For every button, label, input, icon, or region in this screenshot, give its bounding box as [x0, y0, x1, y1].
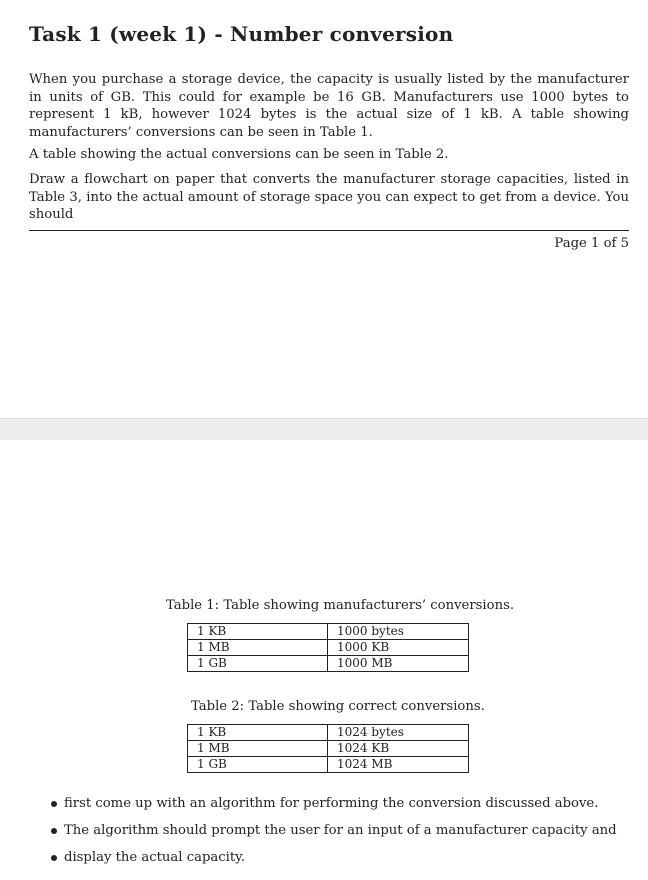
- page-title: Task 1 (week 1) - Number conversion: [29, 22, 454, 46]
- table-cell: 1000 KB: [328, 640, 469, 656]
- table-cell: 1 KB: [188, 725, 328, 741]
- table-cell: 1 MB: [188, 741, 328, 757]
- bullet-icon: [51, 828, 57, 834]
- table-cell: 1 GB: [188, 757, 328, 773]
- page-separator: [0, 418, 648, 442]
- bullet-icon: [51, 801, 57, 807]
- table-row: [188, 757, 469, 773]
- table-cell: 1000 bytes: [328, 624, 469, 640]
- list-item-text: first come up with an algorithm for performing the conversion discussed above.: [64, 796, 599, 811]
- table-row: [188, 656, 469, 672]
- page-number: Page 1 of 5: [554, 236, 629, 251]
- table-row: [188, 640, 469, 656]
- table-cell: 1024 bytes: [328, 725, 469, 741]
- page-1: [0, 0, 648, 418]
- table-reference-paragraph: A table showing the actual conversions can be seen in Table 2.: [29, 147, 449, 162]
- flowchart-instruction-paragraph: Draw a flowchart on paper that converts the manufacturer storage capacities, listed in Table 3, into the actual amount of storage space you can expect to get from a device. You should: [29, 172, 629, 222]
- table-cell: 1 KB: [188, 624, 328, 640]
- table-cell: 1024 MB: [328, 757, 469, 773]
- table-cell: 1 GB: [188, 656, 328, 672]
- table-row: [188, 725, 469, 741]
- page-2: [0, 440, 648, 880]
- table-cell: 1000 MB: [328, 656, 469, 672]
- list-item-text: display the actual capacity.: [64, 850, 246, 865]
- table-2-caption: Table 2: Table showing correct conversions.: [191, 699, 485, 714]
- table-2-correct-conversions: [187, 724, 469, 773]
- list-item: [29, 822, 617, 849]
- table-row: [188, 624, 469, 640]
- table-row: [188, 741, 469, 757]
- table-cell: 1024 KB: [328, 741, 469, 757]
- requirements-list: [29, 795, 617, 876]
- footer-rule: [29, 230, 629, 231]
- table-cell: 1 MB: [188, 640, 328, 656]
- table-1-manufacturer-conversions: [187, 623, 469, 672]
- table-1-caption: Table 1: Table showing manufacturers’ conversions.: [166, 598, 515, 613]
- bullet-icon: [51, 855, 57, 861]
- list-item: [29, 849, 617, 876]
- list-item-text: The algorithm should prompt the user for an input of a manufacturer capacity and: [64, 823, 617, 838]
- list-item: [29, 795, 617, 822]
- intro-paragraph: When you purchase a storage device, the capacity is usually listed by the manufacturer in units of GB. This could for example be 16 GB. Manufacturers use 1000 bytes to represent 1 kB, however 1024 bytes is the actual size of 1 kB. A table showing manufacturers’ conversions can be seen in Table 1.: [29, 72, 629, 140]
